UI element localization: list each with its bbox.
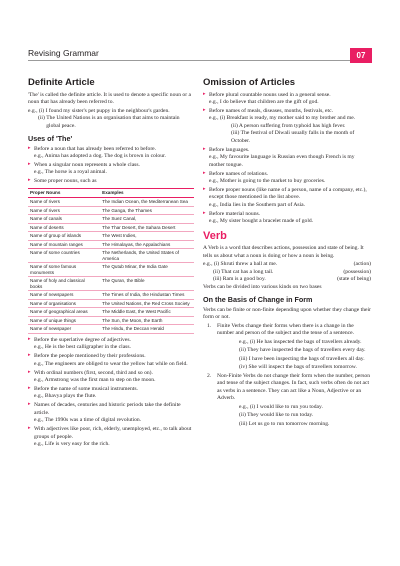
omission-item: ▸ Before languages. e.g., My favourite language is Russian even though French is my mother tongue. bbox=[203, 147, 371, 169]
use-example: e.g., Anima has adopted a dog. The dog is brown in colour. bbox=[34, 153, 166, 160]
omission-example: e.g., Mother is going to the market to buy groceries. bbox=[209, 177, 326, 184]
eg-label: e.g., bbox=[28, 107, 38, 114]
definite-example-2 bbox=[28, 115, 194, 130]
use-item: ▸ When a singular noun represents a whole class. e.g., The horse is a royal animal. bbox=[28, 162, 194, 177]
omission-item: ▸ Before proper nouns (like name of a person, name of a company, etc.), except those mentioned in the list above. e.g., India lies in the Southern part of Asia. bbox=[203, 187, 371, 209]
use-example: e.g., The engineers are obliged to wear the yellow hat while on field. bbox=[34, 360, 188, 367]
verb-example: (ii) That cat has a long tail. (possession) bbox=[213, 268, 371, 275]
verb-kinds-text: Verbs can be divided into various kinds on two bases bbox=[203, 283, 322, 290]
table-row: Name of rivers The Ganga, the Thames bbox=[28, 206, 194, 215]
table-row: Name of deserts The Thar Desert, the Sahara Desert bbox=[28, 223, 194, 232]
use-item: ▸ Before the name of some musical instruments. e.g., Bhavya plays the flute. bbox=[28, 386, 194, 401]
eg-text: The United Nations is an organisation that aims to maintain global peace. bbox=[46, 115, 180, 129]
non-finite-verbs-item: 2. Non-Finite Verbs do not change their form when the number, person and tense of the subject changes. In fact, such verbs often do not act as verbs in a sentence. They can act like a Noun, Adjective or an Adverb. bbox=[207, 372, 370, 402]
omission-example: e.g., I do believe that children are the gift of god. bbox=[209, 99, 319, 106]
right-column bbox=[203, 74, 371, 429]
table-row: Name of geographical areas The Middle East, the West Pacific bbox=[28, 308, 194, 317]
table-row: Name of rivers The Indian Ocean, the Mediterranean Sea bbox=[28, 198, 194, 207]
omission-heading: Omission of Articles bbox=[203, 77, 296, 88]
table-row: Name of canals The Suez Canal, bbox=[28, 215, 194, 224]
verb-example: (iii) Ram is a good boy. (state of being) bbox=[213, 276, 371, 283]
table-row: Name of unique things The Sun, the Moon, the Earth bbox=[28, 316, 194, 325]
definite-article-heading: Definite Article bbox=[28, 77, 95, 88]
verb-example: e.g., (i) Shruti threw a ball at me. (action) bbox=[203, 261, 371, 268]
use-item: ▸ With ordinal numbers (first, second, third and so on). e.g., Armstrong was the first man to step on the moon. bbox=[28, 370, 194, 385]
table-row: Name of newspapers The Times of India, the Hindustan Times bbox=[28, 291, 194, 300]
verb-heading: Verb bbox=[203, 229, 227, 242]
page-number-badge: 07 bbox=[350, 48, 372, 63]
eg-num: (ii) bbox=[38, 115, 45, 122]
use-item: ▸ Before a noun that has already been referred to before. e.g., Anima has adopted a dog. The dog is brown in colour. bbox=[28, 146, 194, 161]
verb-definition: A Verb is a word that describes actions, possession and state of being. It tells us about what a noun is doing or how a noun is being. bbox=[203, 245, 364, 259]
omission-item: ▸ Before names of relations. e.g., Mother is going to the market to buy groceries. bbox=[203, 171, 371, 186]
omission-item: ▸ Before names of meals, diseases, months, festivals, etc. e.g., (i) Breakfast is ready, my mother said to my brother and me. (ii) A person suffering from typhoid has high fever. (iii) The festival of Diwali usually falls in the month of October. bbox=[203, 108, 371, 145]
eg-text: I found my sister's pet puppy in the neighbour's garden. bbox=[45, 107, 170, 114]
finite-example: (ii) They have inspected the bags of travellers every day. bbox=[239, 347, 366, 354]
use-example: e.g., Life is very easy for the rich. bbox=[34, 440, 110, 447]
basis-text: Verbs can be finite or non-finite depending upon whether they change their form or not. bbox=[203, 306, 371, 321]
page-header bbox=[28, 48, 372, 64]
finite-verbs-item: 1. Finite Verbs change their forms when there is a change in the number and person of the subject and the tense of a sentence. bbox=[207, 322, 354, 337]
proper-nouns-table bbox=[28, 188, 194, 334]
use-item: ▸ With adjectives like poor, rich, elderly, unemployed, etc., to talk about groups of people. e.g., Life is very easy for the rich. bbox=[28, 426, 194, 448]
finite-example: (iv) She will inspect the bags of travellers tomorrow. bbox=[239, 364, 357, 371]
uses-of-the-heading: Uses of 'The' bbox=[28, 134, 73, 143]
verb-tag: (state of being) bbox=[337, 276, 371, 283]
table-row: Name of some famous monuments The Qutub Minar, the India Gate bbox=[28, 263, 194, 277]
omission-example: (iii) The festival of Diwali usually falls in the month of October. bbox=[231, 130, 355, 144]
basis-heading: On the Basis of Change in Form bbox=[203, 295, 313, 304]
eg-num: (i) bbox=[38, 107, 45, 114]
non-finite-example: e.g., (i) I would like to run you today. bbox=[239, 404, 323, 411]
use-item: ▸ Before the superlative degree of adjectives. e.g., He is the best calligrapher in the class. bbox=[28, 337, 194, 352]
use-example: e.g., Bhavya plays the flute. bbox=[34, 393, 97, 400]
omission-example: (ii) A person suffering from typhoid has high fever. bbox=[231, 122, 346, 129]
use-example: e.g., Armstrong was the first man to step on the moon. bbox=[34, 376, 156, 383]
table-row: Name of some countries The Netherlands, the United States of America bbox=[28, 249, 194, 263]
use-example: e.g., The 1990s was a time of digital revolution. bbox=[34, 417, 142, 424]
definite-example-1 bbox=[28, 108, 194, 115]
use-example: e.g., The horse is a royal animal. bbox=[34, 169, 107, 176]
use-example: e.g., He is the best calligrapher in the class. bbox=[34, 344, 131, 351]
omission-example: e.g., India lies in the Southern part of Asia. bbox=[209, 201, 306, 208]
left-column bbox=[28, 74, 194, 450]
table-row: Name of newspaper The Hindu, the Deccan Herald bbox=[28, 325, 194, 334]
verb-tag: (action) bbox=[353, 261, 371, 268]
header-title: Revising Grammar bbox=[28, 48, 99, 58]
table-row: Name of group of islands The West Indies, bbox=[28, 232, 194, 241]
table-row: Name of mountain ranges The Himalayas, the Appalachians bbox=[28, 240, 194, 249]
table-header-proper-nouns: Proper Nouns bbox=[28, 188, 100, 197]
table-row: Name of organisations The United Nations, the Red Cross Society bbox=[28, 299, 194, 308]
omission-example: e.g., (i) Breakfast is ready, my mother said to my brother and me. bbox=[209, 115, 356, 122]
non-finite-example: (iii) Let us go to run tomorrow morning. bbox=[239, 420, 330, 427]
use-item: ▸ Names of decades, centuries and historic periods take the definite article. e.g., The 1990s was a time of digital revolution. bbox=[28, 402, 194, 424]
omission-item: ▸ Before material nouns. e.g., My sister bought a bracelet made of gold. bbox=[203, 211, 371, 226]
use-item: ▸ Before the people mentioned by their professions. e.g., The engineers are obliged to wear the yellow hat while on field. bbox=[28, 353, 194, 368]
omission-item: ▸ Before plural countable nouns used in a general sense. e.g., I do believe that children are the gift of god. bbox=[203, 92, 371, 107]
header-rule bbox=[28, 60, 358, 61]
table-row: Name of holy and classical books The Quran, the Bible bbox=[28, 277, 194, 291]
finite-example: (iii) I have been inspecting the bags of travellers all day. bbox=[239, 355, 365, 362]
use-item: ▸ Some proper nouns, such as bbox=[28, 178, 194, 185]
omission-example: e.g., My sister bought a bracelet made of gold. bbox=[209, 218, 314, 225]
non-finite-example: (ii) They would like to run today. bbox=[239, 412, 314, 419]
finite-example: e.g., (i) He has inspected the bags of travellers already. bbox=[239, 339, 362, 346]
definite-article-definition: 'The' is called the definite article. It is used to denote a specific noun or a noun that has already been referred to. bbox=[28, 91, 191, 106]
verb-tag: (possession) bbox=[343, 268, 371, 275]
table-header-examples: Examples bbox=[100, 188, 194, 197]
omission-example: e.g., My favourite language is Russian even though French is my mother tongue. bbox=[209, 154, 355, 168]
